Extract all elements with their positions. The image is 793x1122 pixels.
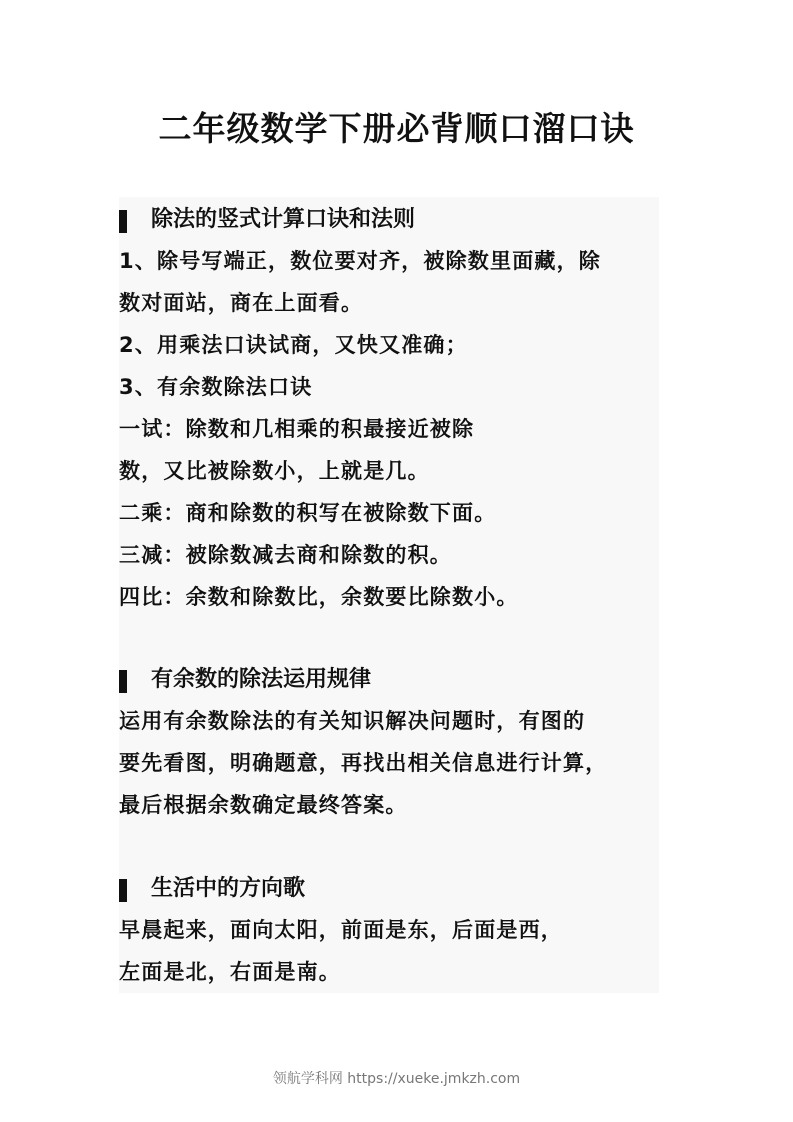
text-line: 一试：除数和几相乘的积最接近被除 (119, 417, 475, 441)
heading-bar-icon (119, 879, 127, 902)
section-division-rules (119, 200, 679, 618)
section-remainder-division (119, 660, 679, 826)
text-line: 早晨起来，面向太阳，前面是东，后面是西， (119, 918, 563, 942)
text-line: 要先看图，明确题意，再找出相关信息进行计算， (119, 751, 608, 775)
content-area (119, 197, 659, 993)
text-line: 运用有余数除法的有关知识解决问题时，有图的 (119, 709, 586, 733)
section-heading-text: 生活中的方向歌 (151, 876, 306, 901)
footer-source: 领航学科网 https://xueke.jmkzh.com (272, 1071, 521, 1087)
section-heading-text: 除法的竖式计算口诀和法则 (151, 207, 416, 232)
text-line: 3、有余数除法口诀 (119, 375, 313, 399)
text-line: 数对面站，商在上面看。 (119, 291, 364, 315)
page-title: 二年级数学下册必背顺口溜口诀 (158, 109, 635, 148)
text-line: 三减：被除数减去商和除数的积。 (119, 543, 452, 567)
text-line: 最后根据余数确定最终答案。 (119, 793, 408, 817)
text-line: 数，又比被除数小，上就是几。 (119, 459, 430, 483)
text-line: 二乘：商和除数的积写在被除数下面。 (119, 501, 497, 525)
text-line: 左面是北，右面是南。 (119, 960, 341, 984)
heading-bar-icon (119, 210, 127, 233)
text-line: 四比：余数和除数比，余数要比除数小。 (119, 585, 519, 609)
section-heading (119, 200, 679, 240)
section-direction-song (119, 869, 679, 993)
heading-bar-icon (119, 670, 127, 693)
text-line: 1、除号写端正，数位要对齐，被除数里面藏，除 (119, 249, 602, 273)
section-heading (119, 660, 679, 700)
section-heading-text: 有余数的除法运用规律 (151, 667, 372, 692)
section-heading (119, 869, 679, 909)
text-line: 2、用乘法口诀试商，又快又准确； (119, 333, 468, 357)
